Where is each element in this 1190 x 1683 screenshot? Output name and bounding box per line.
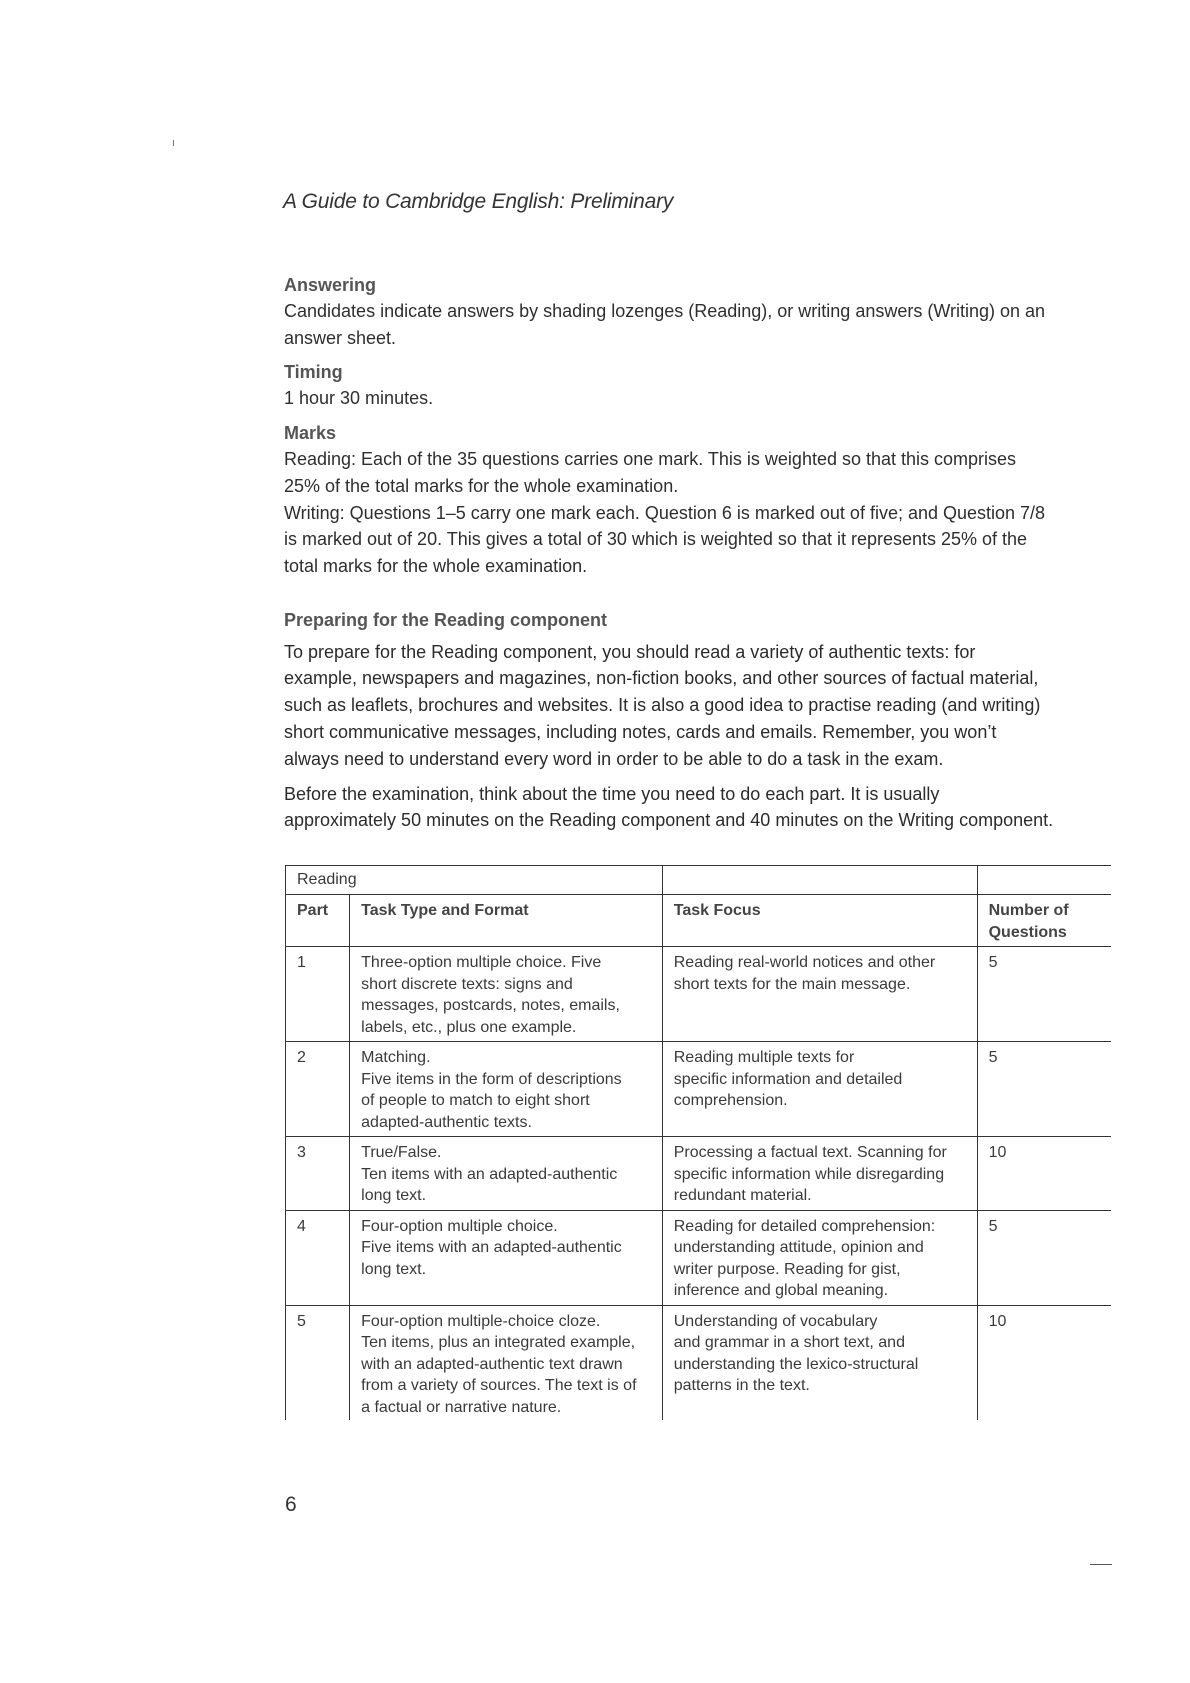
scan-corner-mark [1090,1564,1112,1565]
cell-focus: Reading real-world notices and other short texts for the main message. [662,947,977,1042]
section-heading-preparing: Preparing for the Reading component [284,609,608,630]
header-number-of-questions: Number of Questions [977,895,1111,947]
answering-line: answer sheet. [284,327,397,348]
marks-line: 25% of the total marks for the whole examination. [284,475,679,496]
section-heading-marks: Marks [284,423,337,444]
header-task-focus: Task Focus [662,895,977,947]
cell-task: Four-option multiple-choice cloze. Ten items, plus an integrated example, with an adapted-authentic text drawn from a variety of sources. The text is of a factual or narrative nature. [350,1305,663,1420]
header-task-type: Task Type and Format [350,895,663,947]
reading-table-container [280,860,1111,1420]
timing-line: 1 hour 30 minutes. [284,388,434,409]
section-answering [284,272,1119,351]
cell-focus: Processing a factual text. Scanning for specific information while disregarding redundant material. [662,1137,977,1211]
cell-task: True/False. Ten items with an adapted-authentic long text. [350,1137,663,1211]
table-header-row [286,895,1112,947]
preparing-paragraph-2: Before the examination, think about the time you need to do each part. It is usually approximately 50 minutes on the Reading component and 40 minutes on the Writing component. [284,783,1054,831]
table-section-label: Reading [286,866,663,895]
cell-num: 10 [977,1137,1111,1211]
cell-part: 4 [286,1210,350,1305]
table-row [286,1210,1112,1305]
page-number: 6 [285,1493,297,1516]
table-row [286,1305,1112,1420]
cell-part: 1 [286,947,350,1042]
marks-line: Writing: Questions 1–5 carry one mark each. Question 6 is marked out of five; and Question 7/8 [284,502,1046,523]
table-row [286,947,1112,1042]
section-preparing [284,610,1110,843]
cell-task: Matching. Five items in the form of descriptions of people to match to eight short adapted-authentic texts. [350,1042,663,1137]
cell-task: Three-option multiple choice. Five short discrete texts: signs and messages, postcards, notes, emails, labels, etc., plus one example. [350,947,663,1042]
preparing-paragraph-1: To prepare for the Reading component, you should read a variety of authentic texts: for example, newspapers and magazines, non-fiction books, and other sources of factual material, such as leaflets, brochures and websites. It is also a good idea to practise reading (and writing) short communicative messages, including notes, cards and emails. Remember, you won’t always need to understand every word in order to be able to do a task in the exam. [284,641,1041,769]
section-timing [284,359,1119,412]
marks-line: is marked out of 20. This gives a total of 30 which is weighted so that it represents 25% of the [284,529,1028,550]
answering-line: Candidates indicate answers by shading lozenges (Reading), or writing answers (Writing) on an [284,301,1046,321]
cell-num: 5 [977,1210,1111,1305]
cell-num: 10 [977,1305,1111,1420]
reading-parts-table [285,865,1111,1420]
section-heading-answering: Answering [284,275,377,295]
table-section-row [286,866,1112,895]
scan-margin-mark [173,140,174,146]
cell-part: 5 [286,1305,350,1420]
marks-line: Reading: Each of the 35 questions carries one mark. This is weighted so that this comprises [284,449,1017,470]
table-row [286,1137,1112,1211]
table-row [286,1042,1112,1137]
section-marks [284,420,1119,580]
cell-part: 2 [286,1042,350,1137]
cell-focus: Reading for detailed comprehension: understanding attitude, opinion and writer purpose. Reading for gist, inference and global meaning. [662,1210,977,1305]
cell-num: 5 [977,1042,1111,1137]
marks-line: total marks for the whole examination. [284,555,588,576]
cell-num: 5 [977,947,1111,1042]
body-content [284,272,1119,842]
cell-task: Four-option multiple choice. Five items with an adapted-authentic long text. [350,1210,663,1305]
cell-focus: Reading multiple texts for specific information and detailed comprehension. [662,1042,977,1137]
cell-focus: Understanding of vocabulary and grammar in a short text, and understanding the lexico-structural patterns in the text. [662,1305,977,1420]
page-title: A Guide to Cambridge English: Preliminary [283,190,674,213]
header-part: Part [286,895,350,947]
cell-part: 3 [286,1137,350,1211]
section-heading-timing: Timing [284,362,343,383]
